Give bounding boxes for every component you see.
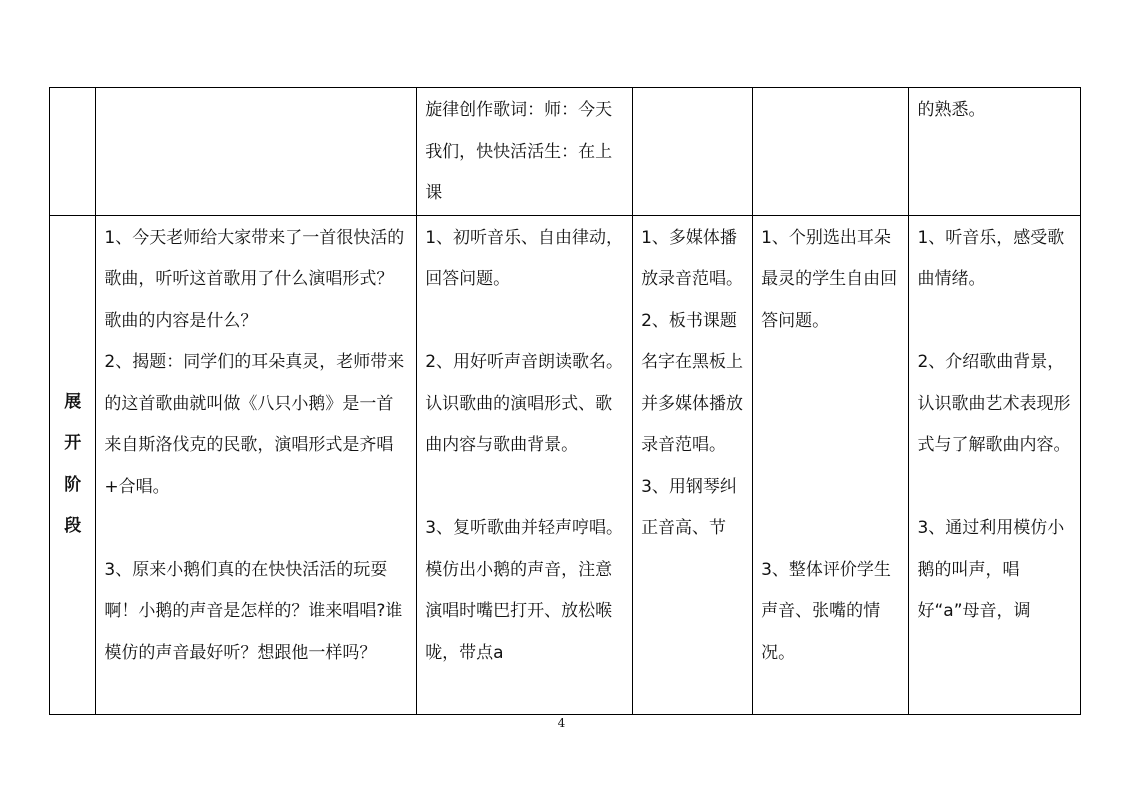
teacher-step-2: 2、揭题：同学们的耳朵真灵，老师带来的这首歌曲就叫做《八只小鹅》是一首来自斯洛伐克的民歌，演唱形式是齐唱+合唱。: [104, 352, 405, 497]
media-step-1: 1、多媒体播放录音范唱。: [641, 227, 744, 289]
media-step-2: 2、板书课题名字在黑板上并多媒体播放录音范唱。: [641, 310, 744, 455]
stage-char: 展: [64, 391, 82, 412]
media-step-3: 3、用钢琴纠正音高、节: [641, 476, 737, 538]
student-activity-cell: [417, 215, 633, 714]
teacher-step-1: 1、今天老师给大家带来了一首很快活的歌曲，听听这首歌用了什么演唱形式？歌曲的内容是什么？: [104, 227, 405, 331]
teacher-activity-cell: [96, 88, 417, 216]
evaluation-step-3: 3、整体评价学生声音、张嘴的情况。: [761, 559, 891, 663]
table-row: [50, 215, 1081, 714]
design-intent-cell: [909, 215, 1081, 714]
intent-step-3: 3、通过利用模仿小鹅的叫声，唱好“a”母音，调: [917, 518, 1065, 621]
student-step-3: 3、复听歌曲并轻声哼唱。模仿出小鹅的声音，注意演唱时嘴巴打开、放松喉咙，带点a: [425, 518, 624, 663]
intent-step-1: 1、听音乐，感受歌曲情绪。: [917, 227, 1065, 289]
media-cell: [633, 215, 753, 714]
design-intent-text: 的熟悉。: [917, 100, 986, 120]
student-step-2: 2、用好听声音朗读歌名。认识歌曲的演唱形式、歌曲内容与歌曲背景。: [425, 352, 624, 455]
evaluation-cell: [753, 215, 909, 714]
design-intent-cell: [909, 88, 1081, 216]
page-number: 4: [557, 716, 566, 730]
evaluation-step-1: 1、个别选出耳朵最灵的学生自由回答问题。: [761, 227, 898, 331]
intent-step-2: 2、介绍歌曲背景，: [917, 352, 1065, 372]
evaluation-cell: [753, 88, 909, 216]
intent-step-2-detail: 认识歌曲艺术表现形式与了解歌曲内容。: [917, 393, 1071, 455]
stage-char: 开: [64, 433, 82, 453]
teacher-step-3: 3、原来小鹅们真的在快快活活的玩耍啊！小鹅的声音是怎样的？谁来唱唱?谁模仿的声音最好听？想跟他一样吗？: [104, 559, 403, 663]
student-step-1: 1、初听音乐、自由律动，回答问题。: [425, 227, 624, 289]
media-cell: [633, 88, 753, 216]
teacher-activity-cell: [96, 215, 417, 714]
stage-char: 阶: [64, 474, 82, 495]
student-activity-cell: [417, 88, 633, 216]
student-activity-text: 旋律创作歌词：师：今天我们，快快活活生：在上课: [425, 100, 613, 203]
lesson-plan-table: [49, 87, 1081, 715]
stage-char: 段: [64, 516, 82, 536]
stage-cell: [50, 88, 96, 216]
table-row: [50, 88, 1081, 216]
stage-label: [50, 215, 96, 714]
